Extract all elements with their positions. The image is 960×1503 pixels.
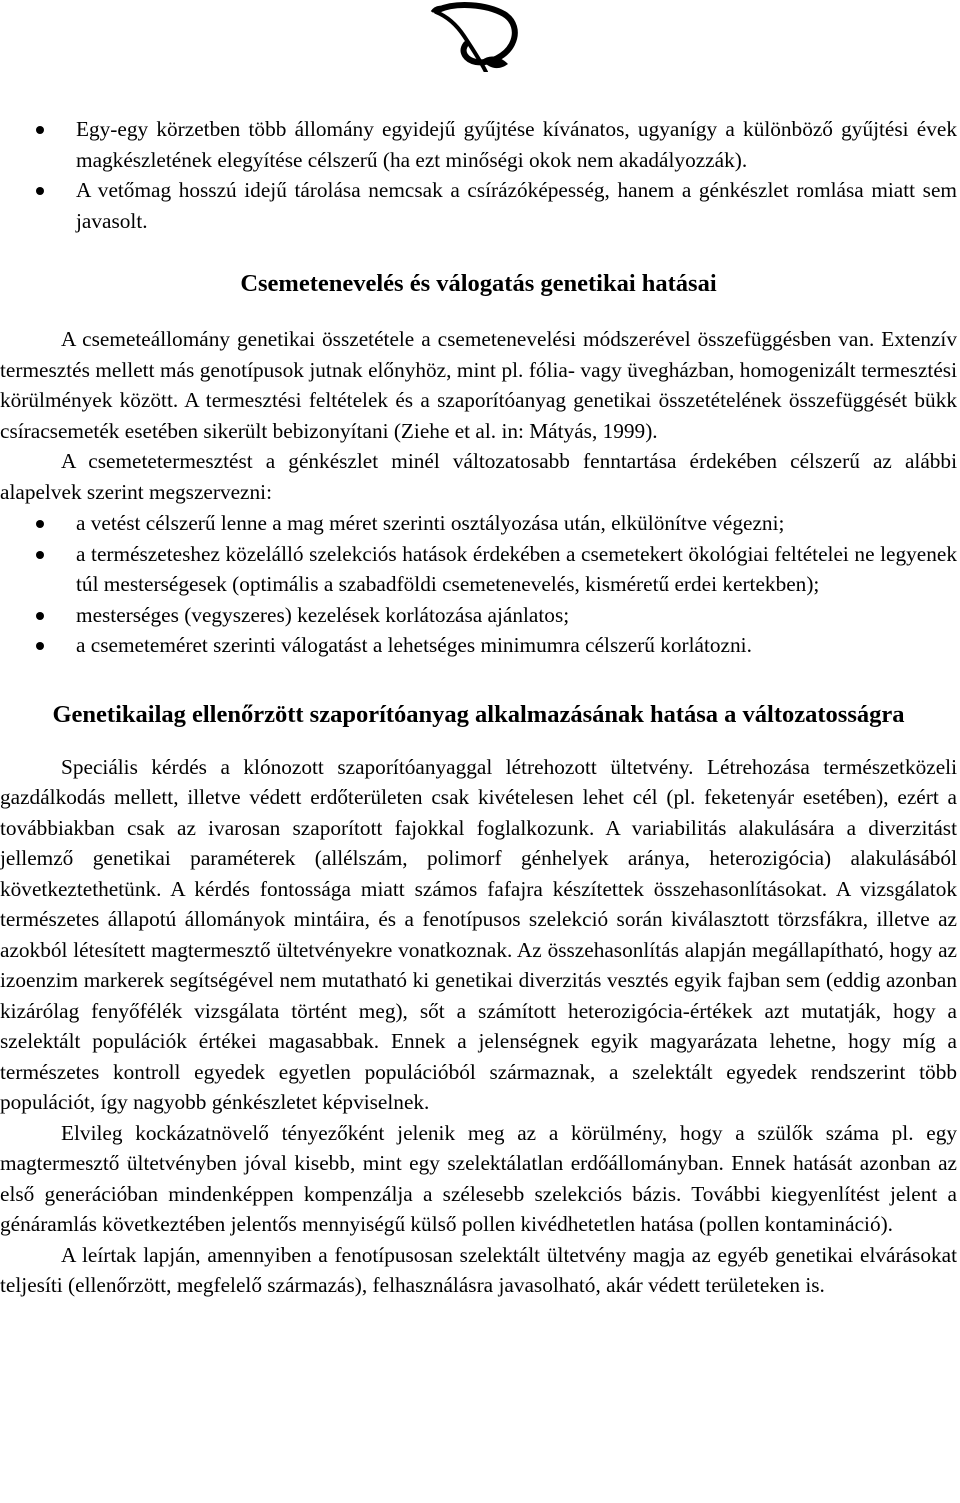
document-body — [0, 114, 957, 1301]
list-item: a csemeteméret szerinti válogatást a lehetséges minimumra célszerű korlátozni. — [0, 630, 957, 661]
leaf-logo-icon — [426, 2, 526, 72]
list-item: mesterséges (vegyszeres) kezelések korlátozása ajánlatos; — [0, 600, 957, 631]
list-item: a természeteshez közelálló szelekciós hatások érdekében a csemetekert ökológiai feltételei ne legyenek túl mesterségesek (optimális a szabadföldi csemetenevelés, kisméretű erdei kertekben); — [0, 539, 957, 600]
section-heading-seedling: Csemetenevelés és válogatás genetikai hatásai — [240, 270, 717, 297]
list-item: a vetést célszerű lenne a mag méret szerinti osztályozása után, elkülönítve végezni; — [0, 508, 957, 539]
paragraph: A csemeteállomány genetikai összetétele a csemetenevelési módszerével összefüggésben van. Extenzív termesztés mellett más genotípusok jutnak előnyhöz, mint pl. fólia- vagy üvegházban, homogenizált termesztési körülmények között. A termesztési feltételek és a szaporítóanyag genetikai összetételének összefüggését bükk csíracsemeték esetében sikerült bebizonyítani (Ziehe et al. in: Mátyás, 1999). — [0, 327, 957, 443]
paragraph: Speciális kérdés a klónozott szaporítóanyaggal létrehozott ültetvény. Létrehozása természetközeli gazdálkodás mellett, illetve védett erdőterületen csak kivételesen lehet cél (pl. feketenyár esetében), ezért a továbbiakban csak az ivarosan szaporított fajokkal foglalkozunk. A variabilitás alakulására a diverzitást jellemző genetikai paraméterek (allélszám, polimorf génhelyek aránya, heterozigócia) alakulásából következtethetünk. A kérdés fontossága miatt számos fafajra készítettek összehasonlításokat. A vizsgálatok természetes állapotú állományok mintáira, és a fenotípusos szelekció során kiválasztott törzsfákra, illetve az azokból létesített magtermesztő ültetvényekre vonatkoznak. Az összehasonlítás alapján megállapítható, hogy az izoenzim markerek segítségével nem mutatható ki genetikai diverzitás vesztés egyik fajban sem (eddig azonban kizárólag fenyőfélék vizsgálata történt meg), sőt a számított heterozigócia-értékek azt mutatják, hogy a szelektált populációk értékei magasabbak. Ennek a jelenségnek egyik magyarázata lehetne, hogy míg a természetes kontroll egyedek egyetlen populációból származnak, a szelektált egyedek rendszerint több populációt, így nagyobb génkészletet képviselnek. — [0, 754, 957, 1114]
paragraph: A leírtak lapján, amennyiben a fenotípusosan szelektált ültetvény magja az egyéb genetikai elvárásokat teljesíti (ellenőrzött, megfelelő származás), felhasználásra javasolható, akár védett területeken is. — [0, 1242, 957, 1297]
section-heading-reproductive-material: Genetikailag ellenőrzött szaporítóanyag alkalmazásának hatása a változatosságra — [52, 700, 905, 728]
list-item: Egy-egy körzetben több állomány egyidejű gyűjtése kívánatos, ugyanígy a különböző gyűjtési évek magkészletének elegyítése célszerű (ha ezt minőségi okok nem akadályozzák). — [0, 114, 957, 175]
list-item: A vetőmag hosszú idejű tárolása nemcsak a csírázóképesség, hanem a génkészlet romlása miatt sem javasolt. — [0, 175, 957, 236]
paragraph: A csemetetermesztést a génkészlet minél változatosabb fenntartása érdekében célszerű az alábbi alapelvek szerint megszervezni: — [0, 449, 957, 504]
paragraph: Elvileg kockázatnövelő tényezőként jelenik meg az a körülmény, hogy a szülők száma pl. egy magtermesztő ültetvényben jóval kisebb, mint egy szelektálatlan erdőállományban. Ennek hatását azonban az első generációban mindenképpen kompenzálja a szélesebb szelekciós bázis. További kiegyenlítést jelent a génáramlás következtében jelentős mennyiségű külső pollen kivédhetetlen hatása (pollen kontamináció). — [0, 1120, 957, 1236]
principles-bullet-list — [0, 508, 957, 661]
intro-bullet-list — [0, 114, 957, 236]
